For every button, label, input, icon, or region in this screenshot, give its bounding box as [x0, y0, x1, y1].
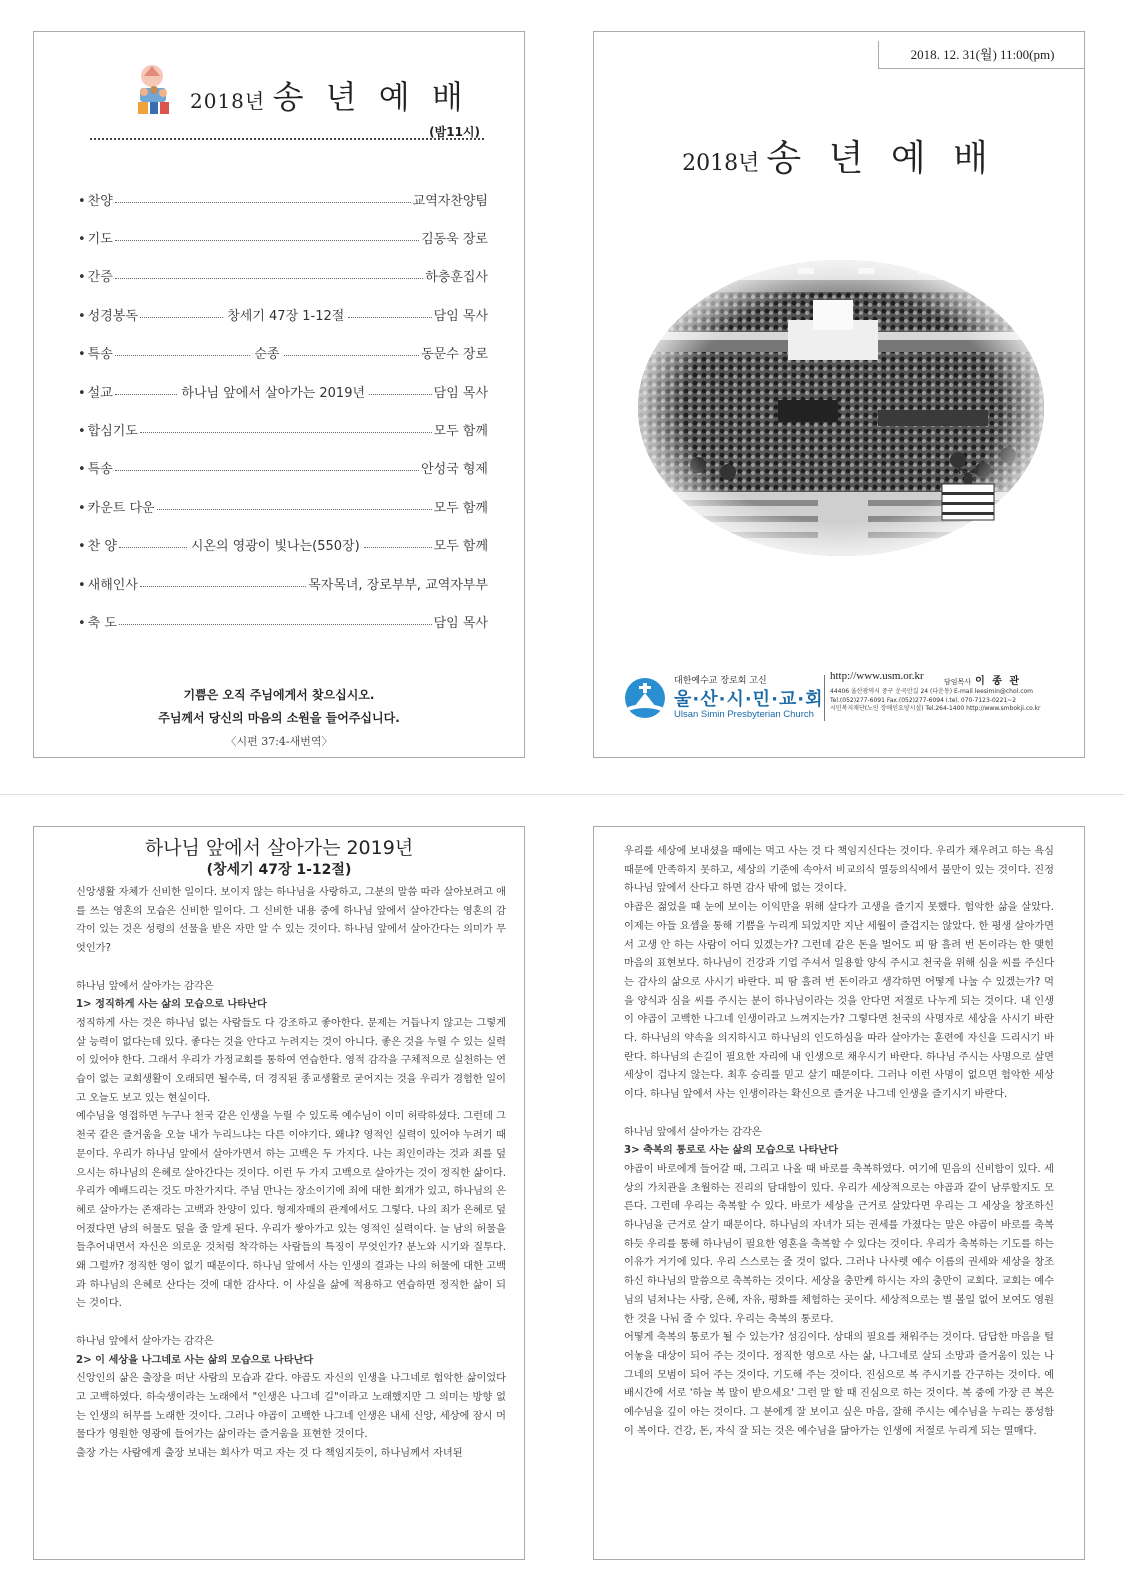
order-item-label: • 간증	[78, 266, 113, 285]
pastor-name: 이 종 관	[975, 676, 1022, 687]
order-item	[78, 218, 488, 256]
church-logo-icon	[624, 677, 666, 719]
leader-dots	[115, 355, 251, 356]
leader-dots	[140, 586, 306, 587]
service-title	[190, 72, 469, 118]
church-footer	[624, 669, 1074, 729]
leader-dots	[140, 432, 432, 433]
order-item-leader: 동문수 장로	[421, 347, 489, 363]
footer-divider	[824, 675, 825, 721]
order-item-label: • 찬양	[78, 190, 113, 209]
order-item-leader: 담임 목사	[433, 615, 488, 631]
paragraph: 출장 가는 사람에게 출장 보내는 회사가 먹고 자는 것 다 책임지듯이, 하나님께서 자녀된	[76, 1448, 463, 1460]
order-item-leader: 담임 목사	[433, 385, 489, 401]
order-item-label: • 설교	[78, 382, 113, 401]
paragraph: 야곱은 젊었을 때 눈에 보이는 이익만을 위해 살다가 고생을 즐기지 못했다. 험악한 삶을 살았다. 이제는 아들 요셉을 통해 기쁨을 누리게 되었지만 지난 세월이 즐겁지는 않았다. 한 평생 살아가면서 고생 안 하는 사람이 어디 있겠는가? 그런데 같은 돈을 벌어도 피 땀 흘려 번 돈이라는 한 맺힌 마음의 표현보다. 하나님이 건강과 기업 주셔서 일용할 양식 주시고 천국을 위해 심을 씨를 주신다는 감사의 삶으로 사시기 바란다. 피 땀 흘려 번 돈이라고 생각하면 어떻게 나눌 수 있겠는가? 먹을 양식과 심을 씨를 주시는 분이 하나님이라는 것을 안다면 저절로 나누게 되는 것이다. 내 인생이 야곱이 고백한 나그네 인생이라고 느껴지는가? 그렇다면 천국의 사명자로 세상을 사시기 바란다. 하나님의 약속을 의지하시고 하나님의 인도하심을 따라 살아가는 훈련에 자신을 드리시기 바란다. 하나님의 손길이 필요한 자리에 내 인생으로 채우시기 바란다. 하나님 주시는 사명으로 살면 세상이 겁나지 않는다. 최후 승리를 믿고 살기 때문이다. 그러나 이런 사명이 없으면 험악한 세상이다. 하나님 앞에서 사는 인생이라는 확신으로 즐거운 나그네 인생을 즐기시기 바란다.	[624, 902, 1054, 1101]
order-item-leader: 목자목녀, 장로부부, 교역자부부	[308, 577, 488, 593]
sermon-title: 하나님 앞에서 살아가는 2019년	[144, 837, 414, 859]
order-item	[78, 334, 488, 372]
order-item-label: • 축 도	[78, 612, 117, 631]
sermon-page-1	[33, 826, 525, 1560]
church-english-name: Ulsan Simin Presbyterian Church	[674, 709, 814, 720]
leader-dots	[284, 355, 420, 356]
order-item	[78, 487, 488, 525]
order-item-detail: 순종	[254, 347, 280, 363]
order-item	[78, 180, 488, 218]
order-item-leader: 모두 함께	[433, 500, 488, 516]
cover-title-main: 송 년 예 배	[766, 138, 996, 179]
order-item-label: • 특송	[78, 458, 113, 477]
leader-dots	[115, 202, 411, 203]
leader-dots	[157, 509, 432, 510]
paragraph: 어떻게 축복의 통로가 될 수 있는가? 섬김이다. 상대의 필요를 채워주는 것이다. 답답한 마음을 털어놓을 대상이 되어 주는 것이다. 정직한 영으로 사는 삶, 나그네로 살되 소망과 즐거움이 있는 나그네의 모범이 되어 주는 것이다. 기도해 주는 것이다. 진심으로 복 주시기를 간구하는 것이다. 예배시간에 서로 '하늘 복 많이 받으세요' 그런 말 할 때 진심으로 하는 것이다. 복 중에 가장 큰 복은 예수님을 깊이 아는 것이다. 그 분에게 잘 보이고 싶은 마음, 잘해 주시는 예수님을 누리는 풍성함이 복이다. 건강, 돈, 자식 잘 되는 것은 예수님을 닮아가는 인생에 저절로 누리게 되는 열매다.	[624, 1332, 1054, 1437]
section-intro: 하나님 앞에서 살아가는 감각은	[76, 980, 214, 992]
order-item-leader: 모두 함께	[433, 424, 488, 440]
order-item-label: • 기도	[78, 228, 113, 247]
paragraph: 야곱이 바로에게 들어갈 때, 그리고 나올 때 바로를 축복하였다. 여기에 믿음의 신비함이 있다. 세상의 가치관을 초월하는 진리의 담대함이 있다. 우리가 세상적으로는 야곱과 같이 남루할지도 모른다. 그런데 우리는 축복할 수 있다. 바로가 세상을 근거로 살았다면 우리는 그 세상을 창조하신 하나님을 근거로 살기 때문이다. 하나님의 자녀가 되는 권세를 가졌다는 말은 야곱이 바로를 축복하듯 우리를 통해 하나님이 필요한 영혼을 축복할 수 있다는 것이다. 우리가 축복하는 기도를 하는 이유가 거기에 있다. 우리 스스로는 줄 것이 없다. 그러나 나사렛 예수 이름의 권세와 세상을 창조하신 하나님의 말씀으로 축복하는 것이다. 세상을 충만케 하시는 자의 충만이 교회다. 교회는 예수님의 넘쳐나는 사랑, 은혜, 자유, 평화를 체험하는 곳이다. 세상적으로는 별 볼일 없어 보여도 영원한 것을 나눠 줄 수 있다. 우리는 축복의 통로다.	[624, 1163, 1054, 1325]
church-name: 울·산·시·민·교·회	[674, 689, 824, 710]
denomination: 대한예수교 장로회 고신	[674, 676, 767, 686]
leader-dots	[140, 317, 223, 318]
order-item	[78, 372, 488, 410]
order-list	[78, 180, 488, 641]
order-item-leader: 교역자찬양팀	[412, 193, 488, 209]
paragraph: 우리를 세상에 보내셨을 때에는 먹고 사는 것 다 책임지신다는 것이다. 우리가 채우려고 하는 욕심 때문에 만족하지 못하고, 세상의 기준에 속아서 비교의식 열등의식에서 불만이 있는 것이다. 진정 하나님 앞에서 산다고 하면 감사 밖에 없는 것이다.	[624, 846, 1054, 895]
sermon-body-2	[624, 843, 1054, 1441]
leader-dots	[348, 317, 431, 318]
order-item-label: • 찬 양	[78, 535, 117, 554]
verse-line-2: 주님께서 당신의 마음의 소원을 들어주십니다.	[158, 711, 400, 725]
order-item-label: • 새해인사	[78, 574, 138, 593]
leader-dots	[115, 394, 178, 395]
cover-panel	[593, 31, 1085, 758]
leader-dots	[115, 470, 419, 471]
paragraph: 신앙인의 삶은 출장을 떠난 사람의 모습과 같다. 야곱도 자신의 인생을 나그네로 험악한 삶이었다고 고백하였다. 하숙생이라는 노래에서 "인생은 나그네 길"이라고 노래했지만 그 의미는 방향 없는 인생의 허무를 노래한 것이다. 그러나 야곱이 고백한 나그네 인생은 내세 신앙, 세상에 잠시 머물다가 영원한 영광에 들어가는 삶이라는 즐거움을 표현한 것이다.	[76, 1373, 506, 1441]
sermon-body-1	[76, 884, 506, 1464]
order-item-leader: 김동욱 장로	[421, 232, 488, 248]
leader-dots	[369, 394, 432, 395]
worship-clipart-icon	[130, 62, 178, 118]
service-time: (밤11시)	[429, 125, 480, 139]
congregation-photo	[638, 260, 1044, 556]
pastor-info	[944, 672, 1021, 687]
cover-title-year: 2018년	[682, 151, 760, 176]
pastor-label: 담임목사	[944, 678, 972, 686]
order-of-service-panel	[33, 31, 525, 758]
order-item-label: • 카운트 다운	[78, 497, 155, 516]
order-item	[78, 410, 488, 448]
sermon-scripture: (창세기 47장 1-12절)	[206, 862, 352, 878]
dotted-rule	[90, 138, 484, 140]
order-item-label: • 성경봉독	[78, 305, 138, 324]
verse-line-1: 기쁨은 오직 주님에게서 찾으십시오.	[183, 688, 375, 702]
order-item-leader: 담임 목사	[433, 308, 489, 324]
order-item	[78, 449, 488, 487]
church-url[interactable]: http://www.usm.or.kr	[830, 670, 924, 682]
sheet-divider	[0, 794, 1124, 795]
contact-line-1: 44406 울산광역시 중구 운곡안길 24 (다운동) E-mail leesimin@chol.com	[830, 688, 1034, 695]
section-heading-3: 3> 축복의 통로로 사는 삶의 모습으로 나타난다	[624, 1145, 839, 1157]
order-item-detail: 시온의 영광이 빛나는(550장)	[190, 539, 360, 555]
order-item	[78, 602, 488, 640]
section-intro: 하나님 앞에서 살아가는 감각은	[76, 1335, 214, 1347]
leader-dots	[119, 547, 187, 548]
section-heading-1: 1> 정직하게 사는 삶의 모습으로 나타난다	[76, 999, 267, 1011]
sermon-page-2	[593, 826, 1085, 1560]
paragraph: 신앙생활 자체가 신비한 일이다. 보이지 않는 하나님을 사랑하고, 그분의 말씀 따라 살아보려고 애를 쓰는 영혼의 모습은 신비한 일이다. 그 신비한 내용 중에 하나님 앞에서 살아간다는 영혼의 감각이 있는 것은 성령의 선물을 받은 자만 알 수 있는 것이다. 하나님 앞에서 살아간다는 의미가 무엇인가?	[76, 887, 506, 955]
leader-dots	[364, 547, 432, 548]
order-item-leader: 모두 함께	[433, 539, 489, 555]
leader-dots	[115, 240, 419, 241]
order-item-leader: 하충훈집사	[425, 270, 488, 286]
contact-line-3: 시민복지재단(노인 장애인요양시설) Tel.264-1400 http://www.smbokji.co.kr	[830, 705, 1041, 713]
service-title-year: 2018년	[190, 89, 266, 113]
leader-dots	[115, 278, 423, 279]
order-item	[78, 295, 488, 333]
order-item-detail: 창세기 47장 1-12절	[227, 308, 345, 324]
order-item-label: • 합심기도	[78, 420, 138, 439]
contact-info	[830, 688, 1040, 714]
service-title-main: 송 년 예 배	[272, 78, 469, 116]
cover-title	[594, 130, 1084, 181]
closing-verse	[34, 684, 524, 753]
order-item-detail: 하나님 앞에서 살아가는 2019년	[181, 385, 366, 401]
contact-line-2: Tel.(052)277-6091 Fax.(052)277-6094 i.tel. 070-7123-0221~2	[830, 696, 1017, 704]
order-item	[78, 526, 488, 564]
verse-reference: 〈시편 37:4-새번역〉	[225, 735, 333, 748]
order-item-label: • 특송	[78, 343, 113, 362]
order-item	[78, 564, 488, 602]
section-intro: 하나님 앞에서 살아가는 감각은	[624, 1126, 762, 1138]
order-item	[78, 257, 488, 295]
service-header	[130, 62, 510, 122]
paragraph: 예수님을 영접하면 누구나 천국 같은 인생을 누릴 수 있도록 예수님이 이미 허락하셨다. 그런데 그 천국 같은 즐거움을 오늘 내가 누리느냐는 다른 이야기다. 왜냐? 영적인 실력이 있어야 누려기 때문이다. 우리가 하나님 앞에서 살아가면서 하는 고백은 두 가지다. 나는 죄인이라는 것과 죄를 덮으시는 하나님의 은혜로 살아간다는 것이다. 이런 두 가지 고백으로 살아가는 것이 정직한 삶이다. 우리가 예배드리는 것도 마찬가지다. 주님 만나는 장소이기에 죄에 대한 회개가 있고, 하나님의 은혜로 살아가는 존재라는 고백과 찬양이 있다. 형제자매의 관계에서도 그렇다. 나의 죄가 은혜로 덮어졌다면 남의 허물도 덮을 줄 알게 된다. 우리가 쌓아가고 있는 영적인 실력이다. 늘 남의 허물을 들추어내면서 자신은 의로운 것처럼 착각하는 사람들의 특징이 무엇인가? 분노와 시기와 질투다. 왜 그럴까? 정직한 영이 없기 때문이다. 하나님 앞에서 사는 인생의 결과는 나의 허물에 대한 고백과 하나님의 은혜로 산다는 것에 대한 감사다. 이 사실을 삶에 적용하고 연습하면 정직한 삶이 되는 것이다.	[76, 1111, 506, 1310]
paragraph: 정직하게 사는 것은 하나님 없는 사람들도 다 강조하고 좋아한다. 문제는 거듭나지 않고는 그렇게 살 능력이 없다는데 있다. 좋다는 것을 안다고 누려지는 것이 아니다. 좋은 것을 누릴 수 있는 실력이 있어야 한다. 그래서 우리가 가정교회를 통하여 연습한다. 영적 감각을 구체적으로 실천하는 연습이 없는 교회생활이 오래되면 될수록, 더 경직된 종교생활로 굳어지는 것을 우리가 경험한 일이고 오늘도 보고 있는 현실이다.	[76, 1017, 506, 1104]
leader-dots	[119, 624, 432, 625]
service-date: 2018. 12. 31(월) 11:00(pm)	[878, 41, 1085, 69]
order-item-leader: 안성국 형제	[421, 462, 488, 478]
section-heading-2: 2> 이 세상을 나그네로 사는 삶의 모습으로 나타난다	[76, 1354, 314, 1366]
